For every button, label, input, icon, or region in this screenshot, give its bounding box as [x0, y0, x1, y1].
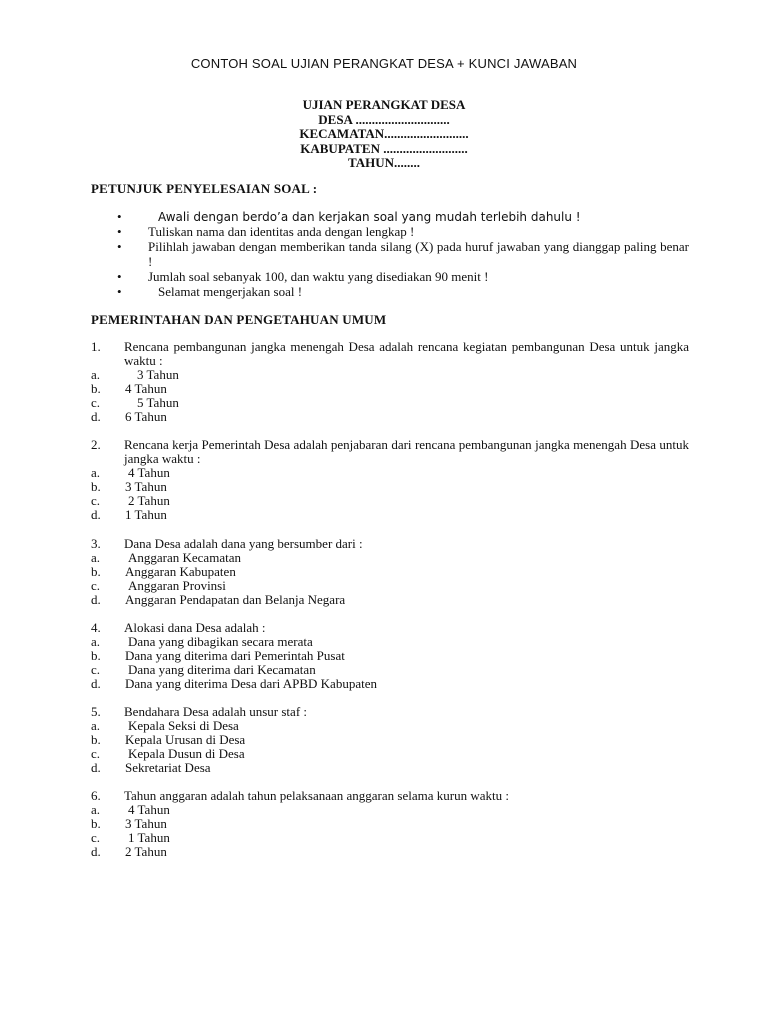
option-c: [91, 579, 689, 593]
question-stem: [91, 705, 689, 719]
instruction-item: [91, 270, 689, 285]
question-3: [91, 537, 689, 607]
instruction-text: Pilihlah jawaban dengan memberikan tanda silang (X) pada huruf jawaban yang dianggap paling benar !: [148, 239, 689, 269]
option-letter: d.: [91, 507, 101, 522]
option-letter: c.: [91, 395, 101, 410]
option-letter: c.: [91, 662, 101, 677]
bullet-icon: •: [117, 224, 122, 240]
option-d: [91, 410, 689, 424]
option-text: 3 Tahun: [137, 367, 179, 382]
instruction-text: Selamat mengerjakan soal !: [158, 283, 303, 299]
instruction-item: [91, 210, 689, 225]
option-b: [91, 565, 689, 579]
question-stem: [91, 789, 689, 803]
option-a: [91, 368, 689, 382]
option-a: [91, 719, 689, 733]
option-a: [91, 466, 689, 480]
option-letter: b.: [91, 732, 101, 747]
option-text: Dana yang dibagikan secara merata: [128, 634, 313, 649]
option-letter: c.: [91, 578, 101, 593]
option-letter: d.: [91, 676, 101, 691]
option-c: [91, 663, 689, 677]
bullet-icon: •: [117, 209, 122, 224]
instruction-item: [91, 240, 689, 269]
option-letter: c.: [91, 830, 101, 845]
option-b: [91, 817, 689, 831]
question-2: [91, 438, 689, 522]
option-letter: a.: [91, 550, 101, 565]
option-text: 3 Tahun: [125, 479, 167, 494]
option-letter: c.: [91, 746, 101, 761]
question-stem: [91, 340, 689, 368]
question-stem: [91, 537, 689, 551]
option-letter: d.: [91, 760, 101, 775]
question-number: 1.: [91, 339, 101, 354]
option-letter: a.: [91, 465, 101, 480]
exam-header-desa: DESA .............................: [318, 111, 450, 127]
option-c: [91, 396, 689, 410]
option-letter: a.: [91, 802, 101, 817]
option-text: Sekretariat Desa: [125, 760, 211, 775]
question-text: Alokasi dana Desa adalah :: [124, 620, 266, 635]
option-d: [91, 593, 689, 607]
exam-header-kabupaten: KABUPATEN ..........................: [300, 140, 468, 156]
question-1: [91, 340, 689, 424]
option-text: Anggaran Kabupaten: [125, 564, 236, 579]
option-c: [91, 831, 689, 845]
option-a: [91, 635, 689, 649]
option-text: Anggaran Pendapatan dan Belanja Negara: [125, 592, 346, 607]
bullet-icon: •: [117, 283, 122, 299]
question-stem: [91, 621, 689, 635]
option-letter: b.: [91, 816, 101, 831]
option-c: [91, 494, 689, 508]
option-text: 4 Tahun: [125, 381, 167, 396]
question-5: [91, 705, 689, 775]
option-text: Anggaran Kecamatan: [128, 550, 241, 565]
option-text: Kepala Urusan di Desa: [125, 732, 246, 747]
option-text: 1 Tahun: [128, 830, 170, 845]
option-b: [91, 733, 689, 747]
bullet-icon: •: [117, 268, 122, 284]
option-text: 5 Tahun: [137, 395, 179, 410]
section-title: PEMERINTAHAN DAN PENGETAHUAN UMUM: [91, 312, 387, 327]
option-text: Kepala Dusun di Desa: [128, 746, 245, 761]
option-letter: d.: [91, 409, 101, 424]
option-a: [91, 803, 689, 817]
option-text: Dana yang diterima dari Kecamatan: [128, 662, 316, 677]
exam-header-kecamatan: KECAMATAN..........................: [299, 126, 469, 141]
option-text: Dana yang diterima Desa dari APBD Kabupaten: [125, 676, 377, 691]
option-text: Dana yang diterima dari Pemerintah Pusat: [125, 648, 345, 663]
question-text: Tahun anggaran adalah tahun pelaksanaan anggaran selama kurun waktu :: [124, 788, 509, 803]
option-text: 3 Tahun: [125, 816, 167, 831]
bullet-icon: •: [117, 239, 122, 255]
option-d: [91, 508, 689, 522]
question-6: [91, 789, 689, 859]
instruction-item: [91, 285, 689, 300]
option-b: [91, 382, 689, 396]
option-letter: a.: [91, 634, 101, 649]
option-b: [91, 480, 689, 494]
exam-header-tahun: TAHUN........: [348, 155, 420, 170]
document-title: CONTOH SOAL UJIAN PERANGKAT DESA + KUNCI JAWABAN: [190, 56, 578, 71]
option-text: 2 Tahun: [128, 493, 170, 508]
instruction-item: [91, 225, 689, 240]
option-text: 4 Tahun: [128, 465, 170, 480]
option-a: [91, 551, 689, 565]
question-number: 4.: [91, 620, 101, 635]
question-text: Rencana pembangunan jangka menengah Desa adalah rencana kegiatan pembangunan Desa untuk jangka waktu :: [124, 339, 689, 368]
option-letter: c.: [91, 493, 101, 508]
option-letter: b.: [91, 564, 101, 579]
option-letter: d.: [91, 844, 101, 859]
question-text: Rencana kerja Pemerintah Desa adalah penjabaran dari rencana pembangunan jangka menengah Desa untuk jangka waktu :: [124, 437, 689, 466]
option-letter: b.: [91, 648, 101, 663]
question-number: 3.: [91, 536, 101, 551]
question-number: 2.: [91, 437, 101, 452]
instructions-list: [91, 210, 689, 300]
option-text: 6 Tahun: [125, 409, 167, 424]
option-d: [91, 845, 689, 859]
question-4: [91, 621, 689, 691]
question-text: Bendahara Desa adalah unsur staf :: [124, 704, 308, 719]
exam-header: [0, 98, 768, 171]
instruction-text: Jumlah soal sebanyak 100, dan waktu yang disediakan 90 menit !: [148, 268, 489, 284]
question-number: 6.: [91, 788, 101, 803]
option-letter: b.: [91, 381, 101, 396]
instruction-text: Awali dengan berdo’a dan kerjakan soal yang mudah terlebih dahulu !: [158, 210, 581, 224]
option-b: [91, 649, 689, 663]
option-text: 2 Tahun: [125, 844, 167, 859]
option-c: [91, 747, 689, 761]
instructions-title: PETUNJUK PENYELESAIAN SOAL :: [91, 181, 318, 196]
option-letter: d.: [91, 592, 101, 607]
exam-header-title: UJIAN PERANGKAT DESA: [302, 97, 466, 112]
option-text: Kepala Seksi di Desa: [128, 718, 239, 733]
option-text: 1 Tahun: [125, 507, 167, 522]
option-letter: a.: [91, 718, 101, 733]
question-stem: [91, 438, 689, 466]
option-letter: b.: [91, 479, 101, 494]
question-number: 5.: [91, 704, 101, 719]
option-d: [91, 677, 689, 691]
option-text: Anggaran Provinsi: [128, 578, 226, 593]
option-text: 4 Tahun: [128, 802, 170, 817]
option-letter: a.: [91, 367, 101, 382]
question-text: Dana Desa adalah dana yang bersumber dari :: [124, 536, 363, 551]
option-d: [91, 761, 689, 775]
instruction-text: Tuliskan nama dan identitas anda dengan lengkap !: [148, 224, 415, 240]
